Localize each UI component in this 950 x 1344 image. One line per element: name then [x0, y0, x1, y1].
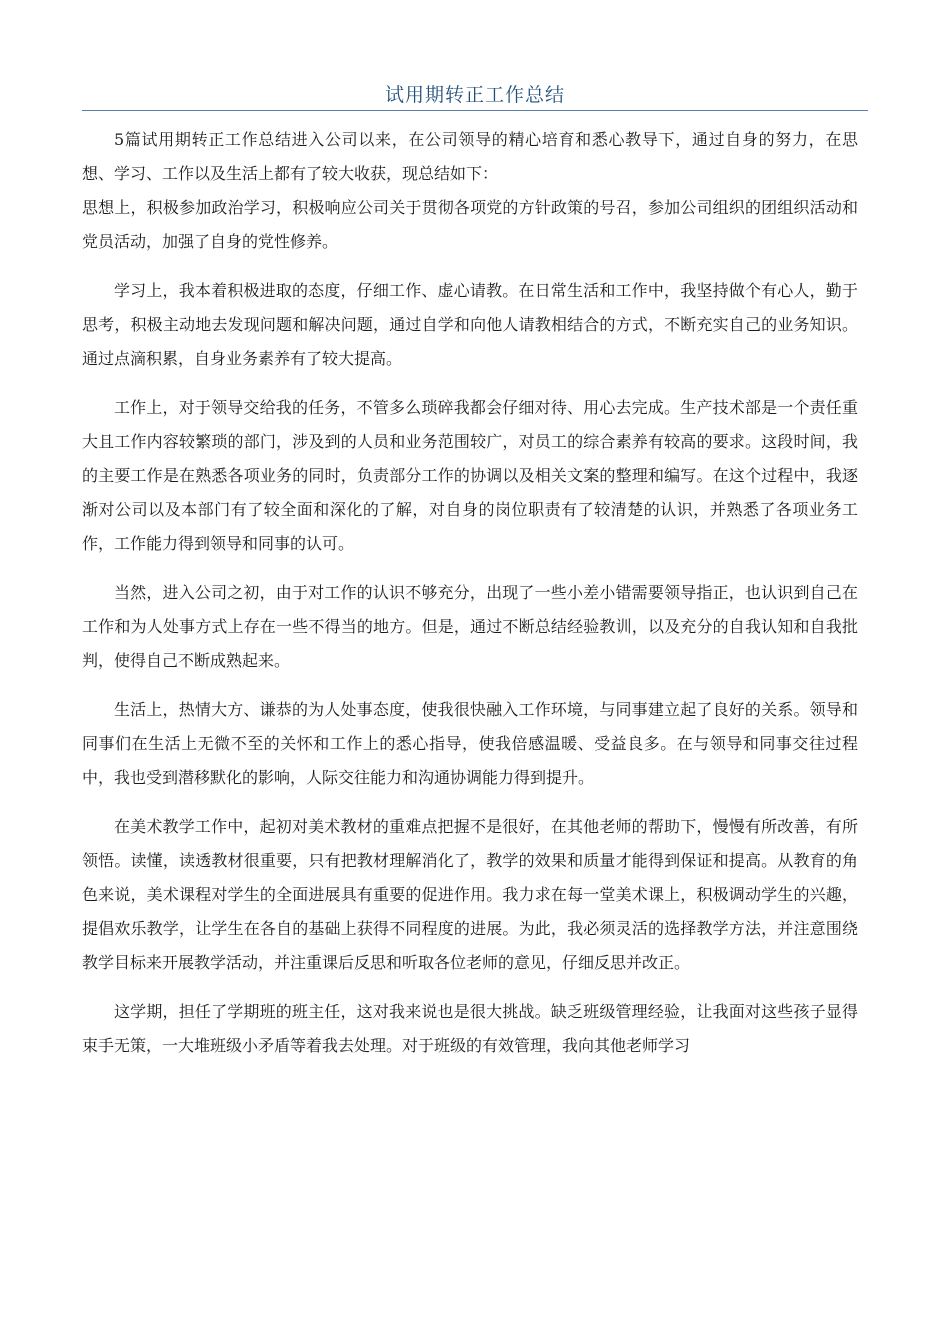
paragraph-life: 生活上，热情大方、谦恭的为人处事态度，使我很快融入工作环境，与同事建立起了良好的关系。领导和同事们在生活上无微不至的关怀和工作上的悉心指导，使我倍感温暖、受益良多。在与领导和同事交往过程中，我也受到潜移默化的影响，人际交往能力和沟通协调能力得到提升。 — [82, 700, 858, 787]
paragraph-shortcomings: 当然，进入公司之初，由于对工作的认识不够充分，出现了一些小差小错需要领导指正，也认识到自己在工作和为人处事方式上存在一些不得当的地方。但是，通过不断总结经验教训，以及充分的自我认知和自我批判，使得自己不断成熟起来。 — [82, 583, 858, 670]
paragraph-art-teaching: 在美术教学工作中，起初对美术教材的重难点把握不是很好，在其他老师的帮助下，慢慢有所改善，有所领悟。读懂，读透教材很重要，只有把教材理解消化了，教学的效果和质量才能得到保证和提高。从教育的角色来说，美术课程对学生的全面进展具有重要的促进作用。我力求在每一堂美术课上，积极调动学生的兴趣，提倡欢乐教学，让学生在各自的基础上获得不同程度的进展。为此，我必须灵活的选择教学方法，并注意围绕教学目标来开展教学活动，并注重课后反思和听取各位老师的意见，仔细反思并改正。 — [82, 817, 858, 972]
paragraph-class-teacher: 这学期，担任了学期班的班主任，这对我来说也是很大挑战。缺乏班级管理经验，让我面对这些孩子显得束手无策，一大堆班级小矛盾等着我去处理。对于班级的有效管理，我向其他老师学习 — [82, 1002, 858, 1055]
title-divider — [82, 110, 868, 111]
paragraph-work: 工作上，对于领导交给我的任务，不管多么琐碎我都会仔细对待、用心去完成。生产技术部是一个责任重大且工作内容较繁琐的部门，涉及到的人员和业务范围较广，对员工的综合素养有较高的要求。这段时间，我的主要工作是在熟悉各项业务的同时，负责部分工作的协调以及相关文案的整理和编写。在这个过程中，我逐渐对公司以及本部门有了较全面和深化的了解，对自身的岗位职责有了较清楚的认识，并熟悉了各项业务工作，工作能力得到领导和同事的认可。 — [82, 398, 858, 553]
paragraph-study: 学习上，我本着积极进取的态度，仔细工作、虚心请教。在日常生活和工作中，我坚持做个有心人，勤于思考，积极主动地去发现问题和解决问题，通过自学和向他人请教相结合的方式，不断充实自己的业务知识。通过点滴积累，自身业务素养有了较大提高。 — [82, 281, 858, 368]
paragraph-intro: 5篇试用期转正工作总结进入公司以来，在公司领导的精心培育和悉心教导下，通过自身的努力，在思想、学习、工作以及生活上都有了较大收获，现总结如下： — [82, 130, 858, 183]
document-body — [82, 123, 858, 1078]
paragraph-thought: 思想上，积极参加政治学习，积极响应公司关于贯彻各项党的方针政策的号召，参加公司组织的团组织活动和党员活动，加强了自身的党性修养。 — [82, 198, 858, 251]
document-title: 试用期转正工作总结 — [384, 84, 565, 106]
